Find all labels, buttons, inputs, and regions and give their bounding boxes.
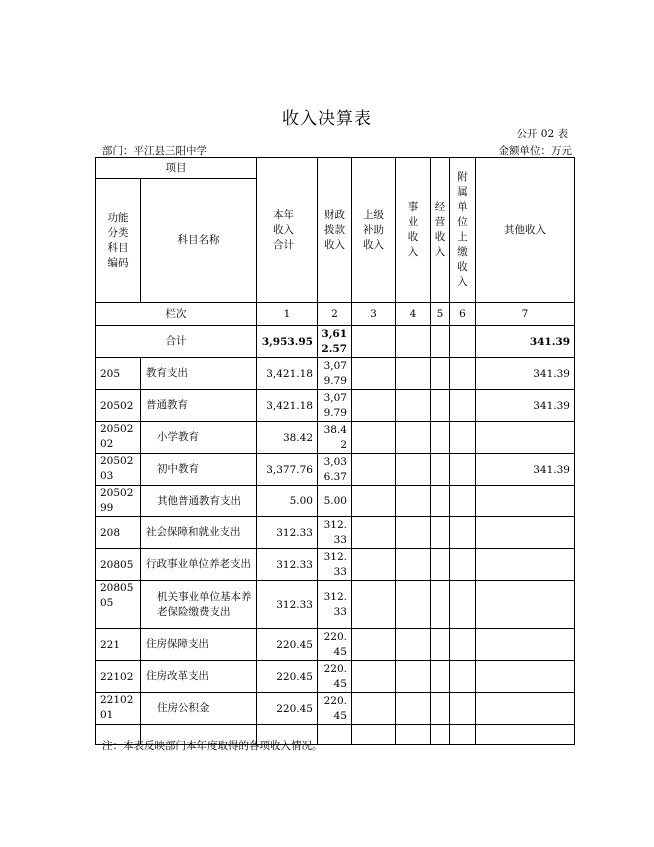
col-number: 1 xyxy=(257,303,318,326)
row-code: 20805 xyxy=(96,549,141,581)
row-other xyxy=(476,661,575,693)
row-fiscal: 312.33 xyxy=(318,581,352,629)
row-total: 5.00 xyxy=(257,486,318,517)
header-operating: 经营收入 xyxy=(431,158,450,303)
income-table xyxy=(95,157,575,745)
total-row xyxy=(96,326,575,358)
header-fiscal: 财政拨款收入 xyxy=(318,158,352,303)
row-name: 社会保障和就业支出 xyxy=(141,517,257,549)
header-affiliated: 附属单位上缴收入 xyxy=(450,158,476,303)
table-row xyxy=(96,517,575,549)
row-fiscal: 3,036.37 xyxy=(318,454,352,486)
total-fiscal: 3,612.57 xyxy=(318,326,352,358)
row-code: 2210201 xyxy=(96,693,141,725)
row-name: 机关事业单位基本养老保险缴费支出 xyxy=(141,581,257,629)
row-total: 220.45 xyxy=(257,661,318,693)
table-row xyxy=(96,390,575,422)
table-row xyxy=(96,581,575,629)
row-code: 2050202 xyxy=(96,422,141,454)
table-row xyxy=(96,358,575,390)
row-fiscal: 3,079.79 xyxy=(318,358,352,390)
row-code: 20502 xyxy=(96,390,141,422)
row-other xyxy=(476,693,575,725)
row-name: 住房保障支出 xyxy=(141,629,257,661)
row-code: 2080505 xyxy=(96,581,141,629)
row-other xyxy=(476,581,575,629)
header-total: 本年收入合计 xyxy=(257,158,318,303)
col-number: 4 xyxy=(396,303,431,326)
row-code: 2050299 xyxy=(96,486,141,517)
row-fiscal: 312.33 xyxy=(318,517,352,549)
table-row xyxy=(96,454,575,486)
row-code: 221 xyxy=(96,629,141,661)
row-other: 341.39 xyxy=(476,358,575,390)
row-fiscal: 38.42 xyxy=(318,422,352,454)
row-name: 其他普通教育支出 xyxy=(141,486,257,517)
row-total: 38.42 xyxy=(257,422,318,454)
row-name: 普通教育 xyxy=(141,390,257,422)
row-fiscal: 220.45 xyxy=(318,693,352,725)
row-fiscal: 312.33 xyxy=(318,549,352,581)
col-number: 7 xyxy=(476,303,575,326)
row-fiscal: 5.00 xyxy=(318,486,352,517)
row-name: 教育支出 xyxy=(141,358,257,390)
header-func-code: 功能分类科目编码 xyxy=(96,179,141,303)
col-number: 6 xyxy=(450,303,476,326)
row-total: 3,421.18 xyxy=(257,390,318,422)
row-other: 341.39 xyxy=(476,390,575,422)
row-name: 住房改革支出 xyxy=(141,661,257,693)
table-row xyxy=(96,661,575,693)
row-fiscal: 3,079.79 xyxy=(318,390,352,422)
row-other: 341.39 xyxy=(476,454,575,486)
header-superior: 上级补助收入 xyxy=(352,158,396,303)
footnote: 注：本表反映部门本年度取得的各项收入情况。 xyxy=(102,740,323,752)
row-total: 312.33 xyxy=(257,549,318,581)
row-total: 3,421.18 xyxy=(257,358,318,390)
total-label: 合计 xyxy=(96,326,257,358)
row-total: 312.33 xyxy=(257,581,318,629)
form-number: 公开 02 表 xyxy=(516,128,568,140)
row-other xyxy=(476,629,575,661)
table-row xyxy=(96,693,575,725)
row-fiscal: 220.45 xyxy=(318,629,352,661)
row-name: 初中教育 xyxy=(141,454,257,486)
total-other: 341.39 xyxy=(476,326,575,358)
row-other xyxy=(476,517,575,549)
row-code: 2050203 xyxy=(96,454,141,486)
row-code: 208 xyxy=(96,517,141,549)
department-label: 部门：平江县三阳中学 xyxy=(102,145,207,157)
row-other xyxy=(476,486,575,517)
table-row xyxy=(96,629,575,661)
header-subject-name: 科目名称 xyxy=(141,179,257,303)
row-total: 3,377.76 xyxy=(257,454,318,486)
row-total: 312.33 xyxy=(257,517,318,549)
table-row xyxy=(96,549,575,581)
unit-label: 金额单位：万元 xyxy=(498,145,572,157)
row-total: 220.45 xyxy=(257,629,318,661)
table-row xyxy=(96,422,575,454)
row-other xyxy=(476,422,575,454)
column-number-label: 栏次 xyxy=(96,303,257,326)
page-title: 收入决算表 xyxy=(282,109,372,129)
row-name: 行政事业单位养老支出 xyxy=(141,549,257,581)
row-fiscal: 220.45 xyxy=(318,661,352,693)
header-other: 其他收入 xyxy=(476,158,575,303)
row-other xyxy=(476,549,575,581)
row-name: 小学教育 xyxy=(141,422,257,454)
row-name: 住房公积金 xyxy=(141,693,257,725)
col-number: 5 xyxy=(431,303,450,326)
col-number: 2 xyxy=(318,303,352,326)
header-business: 事业收入 xyxy=(396,158,431,303)
total-amount: 3,953.95 xyxy=(257,326,318,358)
row-total: 220.45 xyxy=(257,693,318,725)
header-item: 项目 xyxy=(96,158,257,179)
table-row xyxy=(96,486,575,517)
row-code: 205 xyxy=(96,358,141,390)
col-number: 3 xyxy=(352,303,396,326)
row-code: 22102 xyxy=(96,661,141,693)
